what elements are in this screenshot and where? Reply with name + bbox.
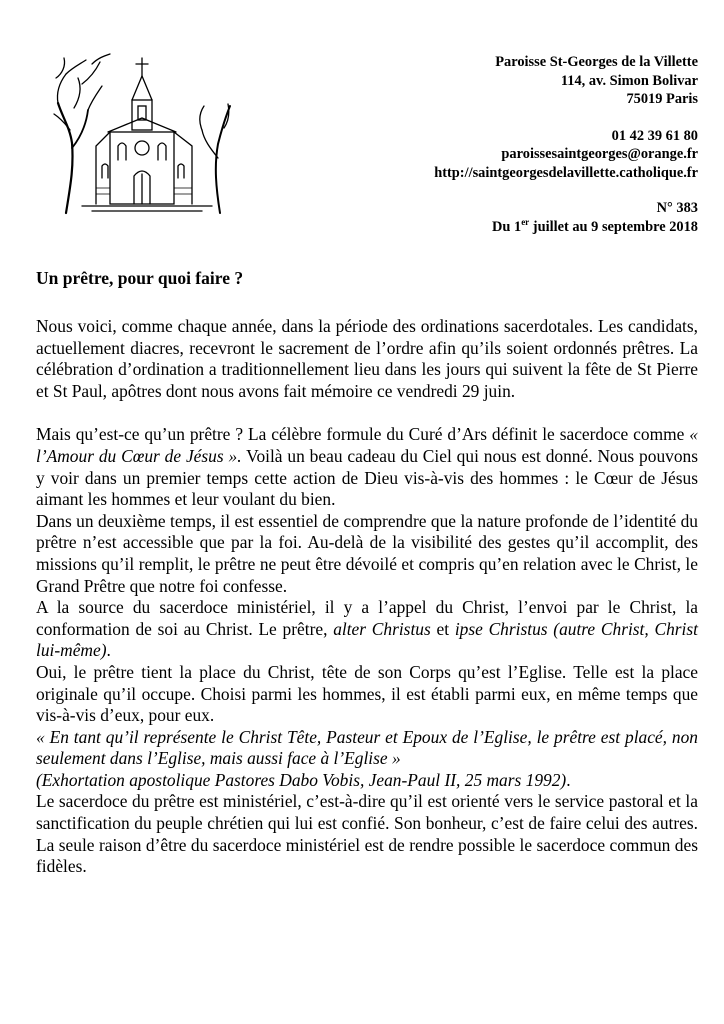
exhortation-quote-text: « En tant qu’il représente le Christ Tête, Pasteur et Epoux de l’Eglise, le prêtre est placé, non seulement dans l’Eglise, mais aussi face à l’Eglise »: [36, 726, 698, 769]
paragraph-2-text-b: Voilà un beau cadeau du Ciel qui nous est donné. Nous pouvons y voir dans un premier temps cette action de Dieu vis-à-vis des hommes : le Cœur de Jésus aimant les hommes et leur voulant du bien.: [36, 445, 698, 510]
paragraph-4-text: A la source du sacerdoce ministériel, il y a l’appel du Christ, l’envoi par le Christ, la conformation de soi au Christ. Le prêtre,: [36, 597, 698, 639]
alter-christus: alter Christus: [333, 618, 431, 639]
paragraph-6: Le sacerdoce du prêtre est ministériel, c’est-à-dire qu’il est orienté vers le service pastoral et la sanctification du peuple chrétien qui lui est confié. Son bonheur, c’est de faire celui des autres. La seule raison d’être du sacerdoce ministériel est de rendre possible le sacerdoce commun des fidèles.: [36, 791, 698, 877]
curé-ars-quote: « l’Amour du Cœur de Jésus ».: [36, 424, 698, 466]
citation-end: .: [566, 769, 571, 790]
paragraph-4: [36, 597, 698, 662]
paragraph-4-end: .: [106, 640, 111, 661]
paragraph-5: Oui, le prêtre tient la place du Christ, tête de son Corps qu’est l’Eglise. Telle est la place originale qu’il occupe. Choisi parmi les hommes, il est établi parmi eux, en même temps que vis-à-vis d’eux, pour eux.: [36, 661, 698, 726]
issue-date-sup: er: [521, 216, 530, 227]
website-url[interactable]: http://saintgeorgesdelavillette.catholique.fr: [434, 164, 698, 181]
citation-text: (Exhortation apostolique Pastores Dabo Vobis, Jean-Paul II, 25 mars 1992): [36, 769, 567, 790]
paragraph-4-et: et: [430, 618, 455, 639]
exhortation-quote: [36, 727, 698, 770]
paragraph-3: Dans un deuxième temps, il est essentiel de comprendre que la nature profonde de l’identité du prêtre n’est accessible que par la foi. Au-delà de la visibilité des gestes qu’il accomplit, des missions qu’il remplit, le prêtre ne peut être dévoilé et compris qu’en relation avec le Christ, le Grand Prêtre que notre foi confesse.: [36, 510, 698, 596]
ipse-christus: ipse Christus (autre Christ, Christ lui-même): [36, 618, 698, 661]
email-address[interactable]: paroissesaintgeorges@orange.fr: [501, 146, 698, 162]
paragraph-2: [36, 424, 698, 510]
issue-date: [434, 218, 698, 237]
issue-date-suffix: juillet au 9 septembre 2018: [529, 218, 698, 235]
parish-name: Paroisse St-Georges de la Villette: [495, 54, 698, 70]
issue-date-prefix: Du 1: [491, 218, 522, 235]
parish-header: [434, 53, 698, 236]
paragraph-1: Nous voici, comme chaque année, dans la période des ordinations sacerdotales. Les candidats, actuellement diacres, recevront le sacrement de l’ordre afin qu’ils soient ordonnés prêtres. La célébration d’ordination a traditionnellement lieu dans les jours qui suivent la fête de St Pierre et St Paul, apôtres dont nous avons fait mémoire ce vendredi 29 juin.: [36, 316, 698, 401]
paragraph-2-text-a: Mais qu’est-ce qu’un prêtre ? La célèbre formule du Curé d’Ars définit le sacerdoce comme: [36, 424, 690, 445]
article-body: [36, 316, 698, 878]
church-illustration-logo: [52, 48, 232, 218]
address-street: 114, av. Simon Bolivar: [560, 72, 698, 89]
phone-number: 01 42 39 61 80: [611, 127, 698, 144]
issue-number: N° 383: [656, 200, 698, 216]
citation: [36, 770, 698, 792]
article-title: Un prêtre, pour quoi faire ?: [36, 268, 244, 288]
address-city: 75019 Paris: [626, 91, 698, 107]
